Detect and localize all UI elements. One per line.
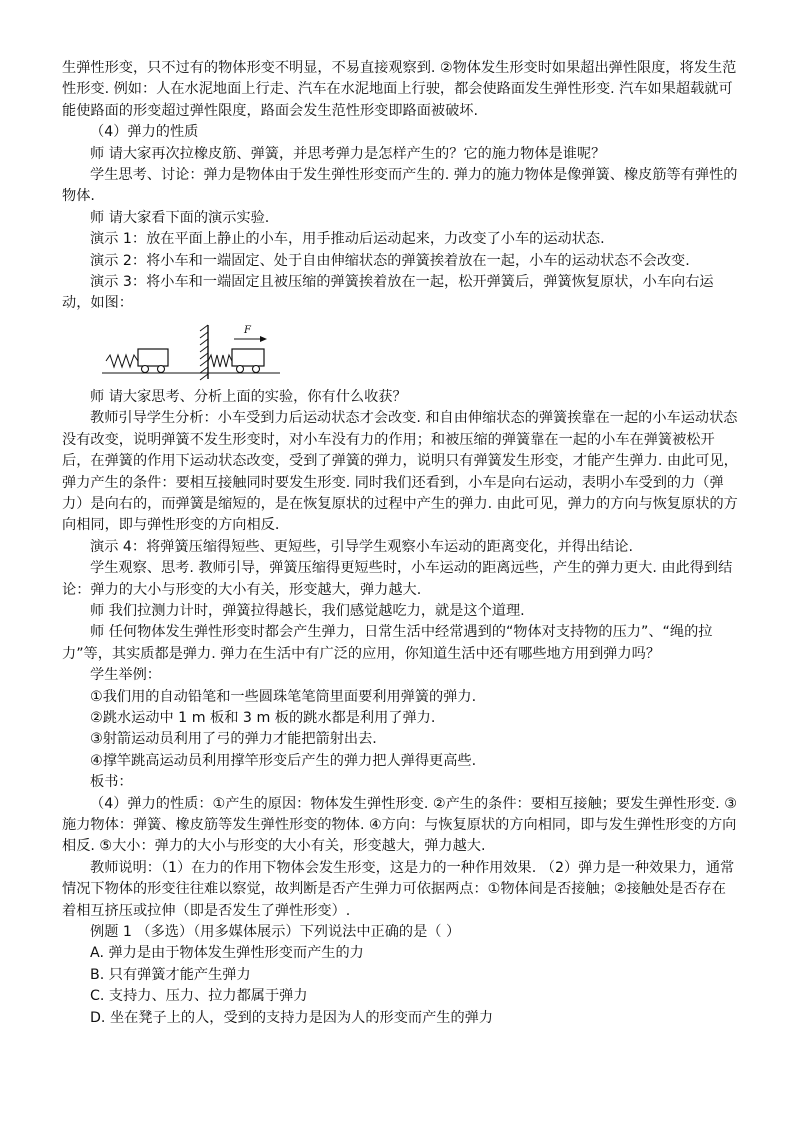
- force-arrow-head: [260, 336, 267, 342]
- left-spring: [106, 355, 138, 367]
- demo-3: 演示 3：将小车和一端固定且被压缩的弹簧挨着放在一起，松开弹簧后，弹簧恢复原状，小车向右运动，如图：: [62, 274, 714, 312]
- document-body: [62, 58, 738, 1029]
- demo-1: 演示 1：放在平面上静止的小车，用手推动后运动起来，力改变了小车的运动状态.: [90, 231, 605, 248]
- teacher-applications-question: 师 任何物体发生弹性形变时都会产生弹力，日常生活中经常遇到的“物体对支持物的压力”、“绳的拉力”等，其实质都是弹力. 弹力在生活中有广泛的应用，你知道生活中还有哪些地方用到弹力吗？: [62, 624, 713, 662]
- right-cart-wheel-1: [237, 365, 244, 372]
- example-item-2: ②跳水运动中 1 m 板和 3 m 板的跳水都是利用了弹力.: [90, 709, 436, 726]
- example-item-3: ③射箭运动员利用了弓的弹力才能把箭射出去.: [90, 731, 377, 748]
- spring-cart-figure: [62, 321, 738, 383]
- student-observation: 学生观察、思考. 教师引导，弹簧压缩得更短些时，小车运动的距离远些，产生的弹力更大. 由此得到结论：弹力的大小与形变的大小有关，形变越大，弹力越大.: [62, 560, 733, 598]
- blackboard-heading: 板书：: [90, 774, 133, 791]
- demo-2: 演示 2：将小车和一端固定、处于自由伸缩状态的弹簧挨着放在一起，小车的运动状态不会改变.: [90, 252, 690, 269]
- left-cart-body: [138, 349, 168, 366]
- compressed-spring: [208, 355, 232, 367]
- section-heading-properties: （4）弹力的性质: [90, 124, 199, 141]
- left-cart-wheel-1: [142, 365, 149, 372]
- option-d: D. 坐在凳子上的人，受到的支持力是因为人的形变而产生的弹力: [90, 1009, 494, 1026]
- teacher-explanation: 教师说明：（1）在力的作用下物体会发生形变，这是力的一种作用效果. （2）弹力是一种效果力，通常情况下物体的形变往往难以察觉，故判断是否产生弹力可依据两点：①物体间是否接触；②接触处是否存在着相互挤压或拉伸（即是否发生了弹性形变）.: [62, 859, 735, 919]
- right-cart-body: [232, 349, 264, 366]
- spring-cart-diagram: [102, 321, 282, 383]
- example-question: 例题 1 （多选）（用多媒体展示）下列说法中正确的是（ ）: [90, 924, 461, 941]
- student-discussion: 学生思考、讨论：弹力是物体由于发生弹性形变而产生的. 弹力的施力物体是像弹簧、橡皮筋等有弹性的物体.: [62, 167, 738, 205]
- student-examples-heading: 学生举例：: [90, 667, 161, 684]
- wall-hatching: [200, 325, 208, 380]
- option-b: B. 只有弹簧才能产生弹力: [90, 966, 251, 983]
- right-cart-wheel-2: [253, 365, 260, 372]
- teacher-analysis: 教师引导学生分析：小车受到力后运动状态才会改变. 和自由伸缩状态的弹簧挨靠在一起的小车运动状态没有改变，说明弹簧不发生形变时，对小车没有力的作用；和被压缩的弹簧靠在一起的小车在弹簧被松开后，在弹簧的作用下运动状态改变，受到了弹簧的弹力，说明只有弹簧发生形变，才能产生弹力. 由此可见，弹力产生的条件：要相互接触同时要发生形变. 同时我们还看到，小车是向右运动，表明小车受到的力（弹力）是向右的，而弹簧是缩短的，是在恢复原状的过程中产生的弹力. 由此可见，弹力的方向与恢复原状的方向相同，即与弹性形变的方向相反.: [62, 410, 738, 534]
- option-c: C. 支持力、压力、拉力都属于弹力: [90, 988, 308, 1005]
- teacher-force-meter: 师 我们拉测力计时，弹簧拉得越长，我们感觉越吃力，就是这个道理.: [90, 602, 525, 619]
- force-label: F: [244, 324, 251, 336]
- demo-4: 演示 4：将弹簧压缩得短些、更短些，引导学生观察小车运动的距离变化，并得出结论.: [90, 538, 633, 555]
- left-cart-wheel-2: [158, 365, 165, 372]
- teacher-demo-intro: 师 请大家看下面的演示实验.: [90, 209, 270, 226]
- teacher-question: 师 请大家再次拉橡皮筋、弹簧，并思考弹力是怎样产生的？它的施力物体是谁呢？: [90, 145, 606, 162]
- example-item-1: ①我们用的自动铅笔和一些圆珠笔笔筒里面要利用弹簧的弹力.: [90, 688, 477, 705]
- paragraph-elastic-limit: 生弹性形变，只不过有的物体形变不明显，不易直接观察到. ②物体发生形变时如果超出弹性限度，将发生范性形变. 例如：人在水泥地面上行走、汽车在水泥地面上行驶，都会使路面发生弹性形变. 汽车如果超载就可能使路面的形变超过弹性限度，路面会发生范性形变即路面被破坏.: [62, 60, 737, 119]
- example-item-4: ④撑竿跳高运动员利用撑竿形变后产生的弹力把人弹得更高些.: [90, 752, 477, 769]
- blackboard-summary: （4）弹力的性质：①产生的原因：物体发生弹性形变. ②产生的条件：要相互接触；要发生弹性形变. ③施力物体：弹簧、橡皮筋等发生弹性形变的物体. ④方向：与恢复原状的方向相同，即与发生弹性形变的方向相反. ⑤大小：弹力的大小与形变的大小有关，形变越大，弹力越大.: [62, 795, 737, 855]
- teacher-reflection-question: 师 请大家思考、分析上面的实验，你有什么收获？: [90, 388, 407, 405]
- option-a: A. 弹力是由于物体发生弹性形变而产生的力: [90, 945, 364, 962]
